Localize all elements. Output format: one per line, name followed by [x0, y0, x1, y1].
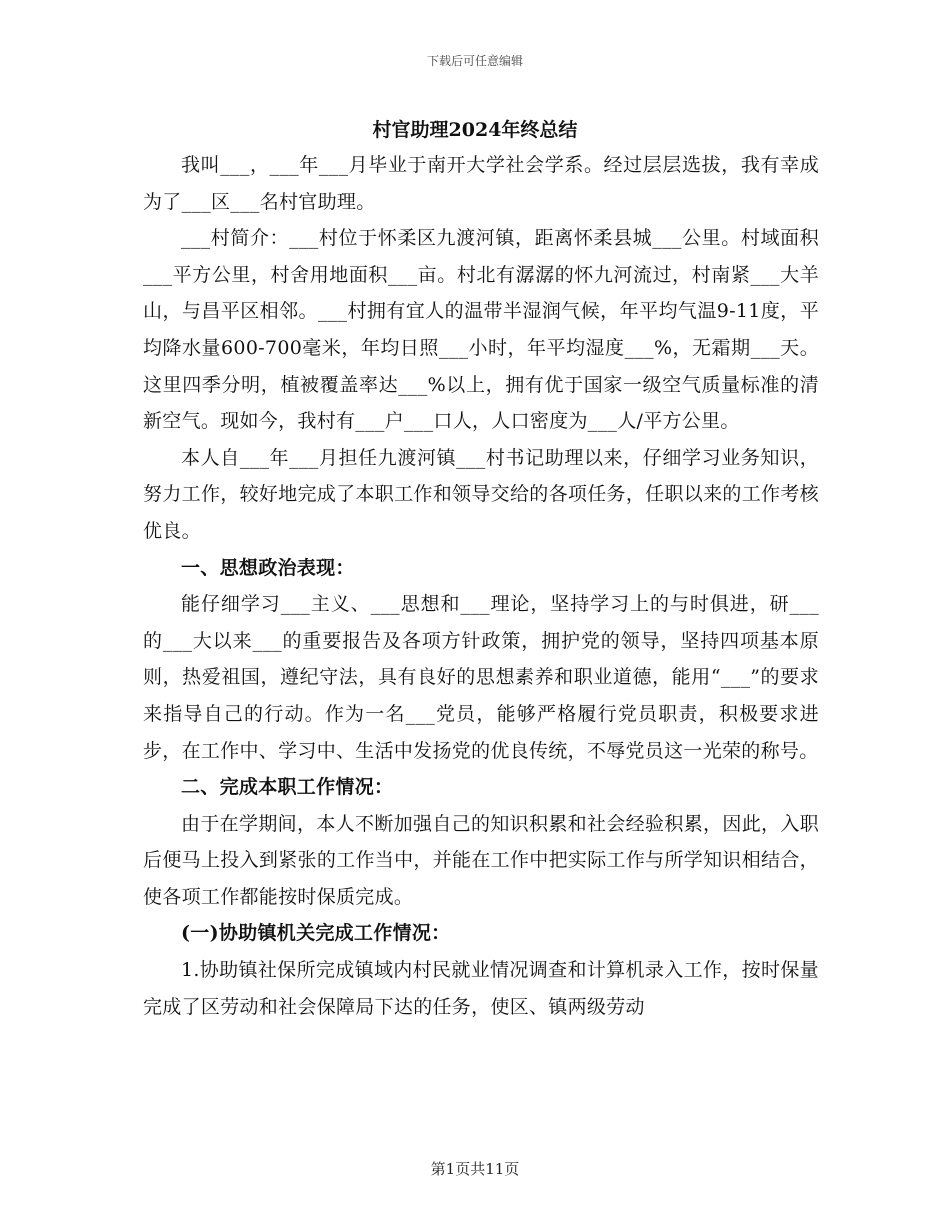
- subsection-heading-town: (一)协助镇机关完成工作情况：: [181, 922, 451, 945]
- paragraph-work: 由于在学期间，本人不断加强自己的知识积累和社会经验积累，因此，入职后便马上投入到紧张的工作当中，并能在工作中把实际工作与所学知识相结合，使各项工作都能按时保质完成。: [143, 812, 819, 908]
- page-footer: 第1页共11页: [430, 1160, 520, 1178]
- paragraph-position: 本人自___年___月担任九渡河镇___村书记助理以来，仔细学习业务知识，努力工作，较好地完成了本职工作和领导交给的各项任务，任职以来的工作考核优良。: [143, 446, 819, 542]
- document-body: [143, 147, 819, 1025]
- section-heading-work: 二、完成本职工作情况：: [181, 776, 394, 799]
- section-heading-political: 一、思想政治表现：: [181, 556, 355, 579]
- page-header: 下载后可任意编辑: [426, 54, 523, 68]
- paragraph-town-item-1: 1.协助镇社保所完成镇域内村民就业情况调查和计算机录入工作，按时保量完成了区劳动和社会保障局下达的任务，使区、镇两级劳动: [143, 959, 819, 1018]
- paragraph-intro: 我叫___，___年___月毕业于南开大学社会学系。经过层层选拔，我有幸成为了___区___名村官助理。: [143, 154, 819, 213]
- paragraph-political: 能仔细学习___主义、___思想和___理论，坚持学习上的与时俱进，研___的___大以来___的重要报告及各项方针政策，拥护党的领导，坚持四项基本原则，热爱祖国，遵纪守法，具有良好的思想素养和职业道德，能用“___”的要求来指导自己的行动。作为一名___党员，能够严格履行党员职责，积极要求进步，在工作中、学习中、生活中发扬党的优良传统，不辱党员这一光荣的称号。: [143, 593, 819, 762]
- document-title: 村官助理2024年终总结: [372, 119, 578, 141]
- paragraph-village-profile: ___村简介：___村位于怀柔区九渡河镇，距离怀柔县城___公里。村域面积___平方公里，村舍用地面积___亩。村北有潺潺的怀九河流过，村南紧___大羊山，与昌平区相邻。___村拥有宜人的温带半湿润气候，年平均气温9-11度，平均降水量600-700毫米，年均日照___小时，年平均湿度___%，无霜期___天。这里四季分明，植被覆盖率达___%以上，拥有优于国家一级空气质量标准的清新空气。现如今，我村有___户___口人，人口密度为___人/平方公里。: [143, 227, 819, 433]
